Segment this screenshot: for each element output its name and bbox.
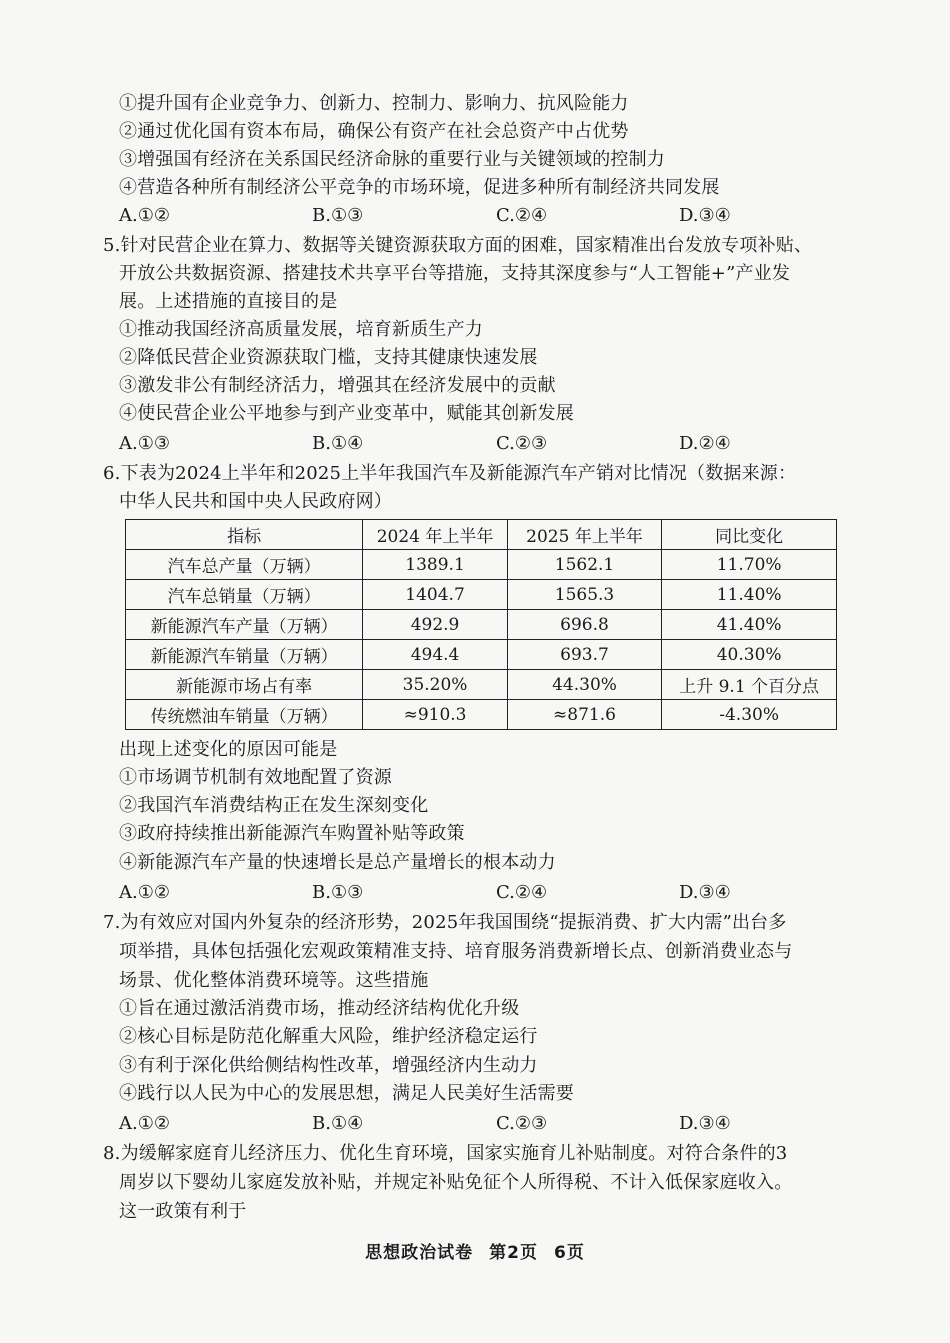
- table-header-cell: 2025 年上半年: [507, 520, 662, 550]
- table-cell: 汽车总产量（万辆）: [126, 550, 363, 580]
- table-row: [126, 670, 837, 700]
- q5-item-2: ②降低民营企业资源获取门槛，支持其健康快速发展: [119, 347, 538, 368]
- q7-option-b: B.①④: [312, 1113, 364, 1134]
- q5-item-1: ①推动我国经济高质量发展，培育新质生产力: [119, 319, 483, 340]
- table-cell: 11.70%: [662, 550, 837, 580]
- q4-option-c: C.②④: [496, 205, 548, 226]
- q6-stem-line-2: 中华人民共和国中央人民政府网）: [119, 491, 392, 512]
- footer-page-number: 第2页: [489, 1243, 538, 1263]
- q7-option-a: A.①②: [119, 1113, 170, 1134]
- table-header-cell: 指标: [126, 520, 363, 550]
- q7-item-3: ③有利于深化供给侧结构性改革，增强经济内生动力: [119, 1055, 538, 1076]
- footer-subject: 思想政治试卷: [365, 1243, 474, 1263]
- table-header-cell: 同比变化: [662, 520, 837, 550]
- q5-item-3: ③激发非公有制经济活力，增强其在经济发展中的贡献: [119, 375, 556, 396]
- q6-option-b: B.①③: [312, 882, 364, 903]
- q7-option-c: C.②③: [496, 1113, 548, 1134]
- q7-item-4: ④践行以人民为中心的发展思想，满足人民美好生活需要: [119, 1083, 574, 1104]
- q5-option-b: B.①④: [312, 433, 364, 454]
- table-row: [126, 700, 837, 730]
- table-cell: ≈910.3: [363, 700, 507, 730]
- q4-option-a: A.①②: [119, 205, 170, 226]
- table-row: [126, 610, 837, 640]
- q5-option-c: C.②③: [496, 433, 548, 454]
- table-cell: 新能源汽车产量（万辆）: [126, 610, 363, 640]
- q6-option-d: D.③④: [679, 882, 731, 903]
- table-cell: 44.30%: [507, 670, 662, 700]
- table-row: [126, 640, 837, 670]
- table-cell: 传统燃油车销量（万辆）: [126, 700, 363, 730]
- q6-option-a: A.①②: [119, 882, 170, 903]
- q5-stem-line-3: 展。上述措施的直接目的是: [119, 291, 338, 312]
- q7-option-d: D.③④: [679, 1113, 731, 1134]
- table-header-cell: 2024 年上半年: [363, 520, 507, 550]
- q5-stem-line-2: 开放公共数据资源、搭建技术共享平台等措施，支持其深度参与“人工智能+”产业发: [119, 263, 791, 284]
- table-cell: 693.7: [507, 640, 662, 670]
- q6-stem-line-1: 6.下表为2024上半年和2025上半年我国汽车及新能源汽车产销对比情况（数据来源：: [103, 463, 797, 484]
- table-cell: 1562.1: [507, 550, 662, 580]
- q7-item-2: ②核心目标是防范化解重大风险，维护经济稳定运行: [119, 1026, 538, 1047]
- table-cell: 1404.7: [363, 580, 507, 610]
- q8-stem-line-2: 周岁以下婴幼儿家庭发放补贴，并规定补贴免征个人所得税、不计入低保家庭收入。: [119, 1172, 793, 1193]
- table-cell: 41.40%: [662, 610, 837, 640]
- table-cell: 1389.1: [363, 550, 507, 580]
- table-cell: ≈871.6: [507, 700, 662, 730]
- q6-item-1: ①市场调节机制有效地配置了资源: [119, 767, 392, 788]
- q8-stem-line-1: 8.为缓解家庭育儿经济压力、优化生育环境，国家实施育儿补贴制度。对符合条件的3: [103, 1143, 788, 1164]
- car-sales-table: [125, 519, 837, 730]
- q7-stem-line-2: 项举措，具体包括强化宏观政策精准支持、培育服务消费新增长点、创新消费业态与: [119, 941, 793, 962]
- q6-question: 出现上述变化的原因可能是: [119, 739, 338, 760]
- table-cell: 696.8: [507, 610, 662, 640]
- q7-item-1: ①旨在通过激活消费市场，推动经济结构优化升级: [119, 998, 520, 1019]
- table-cell: 汽车总销量（万辆）: [126, 580, 363, 610]
- q4-option-b: B.①③: [312, 205, 364, 226]
- table-cell: -4.30%: [662, 700, 837, 730]
- table-row: [126, 550, 837, 580]
- q7-stem-line-3: 场景、优化整体消费环境等。这些措施: [119, 970, 429, 991]
- q6-option-c: C.②④: [496, 882, 548, 903]
- footer-total-pages: 6页: [554, 1243, 585, 1263]
- q5-item-4: ④使民营企业公平地参与到产业变革中，赋能其创新发展: [119, 403, 574, 424]
- page-footer: [0, 1238, 950, 1263]
- q7-stem-line-1: 7.为有效应对国内外复杂的经济形势，2025年我国围绕“提振消费、扩大内需”出台多: [103, 912, 787, 933]
- q4-item-4: ④营造各种所有制经济公平竞争的市场环境，促进多种所有制经济共同发展: [119, 177, 720, 198]
- table-cell: 新能源汽车销量（万辆）: [126, 640, 363, 670]
- q4-item-2: ②通过优化国有资本布局，确保公有资产在社会总资产中占优势: [119, 121, 629, 142]
- q5-option-a: A.①③: [119, 433, 170, 454]
- table-cell: 上升 9.1 个百分点: [662, 670, 837, 700]
- table-cell: 40.30%: [662, 640, 837, 670]
- table-header-row: [126, 520, 837, 550]
- q6-item-4: ④新能源汽车产量的快速增长是总产量增长的根本动力: [119, 852, 556, 873]
- q6-item-3: ③政府持续推出新能源汽车购置补贴等政策: [119, 823, 465, 844]
- table-cell: 11.40%: [662, 580, 837, 610]
- q4-item-1: ①提升国有企业竞争力、创新力、控制力、影响力、抗风险能力: [119, 93, 629, 114]
- q5-stem-line-1: 5.针对民营企业在算力、数据等关键资源获取方面的困难，国家精准出台发放专项补贴、: [103, 235, 813, 256]
- q4-option-d: D.③④: [679, 205, 731, 226]
- q6-item-2: ②我国汽车消费结构正在发生深刻变化: [119, 795, 429, 816]
- table-cell: 1565.3: [507, 580, 662, 610]
- q4-item-3: ③增强国有经济在关系国民经济命脉的重要行业与关键领域的控制力: [119, 149, 665, 170]
- table-cell: 494.4: [363, 640, 507, 670]
- q8-stem-line-3: 这一政策有利于: [119, 1201, 247, 1222]
- table-cell: 35.20%: [363, 670, 507, 700]
- q5-option-d: D.②④: [679, 433, 731, 454]
- table-cell: 492.9: [363, 610, 507, 640]
- table-cell: 新能源市场占有率: [126, 670, 363, 700]
- table-row: [126, 580, 837, 610]
